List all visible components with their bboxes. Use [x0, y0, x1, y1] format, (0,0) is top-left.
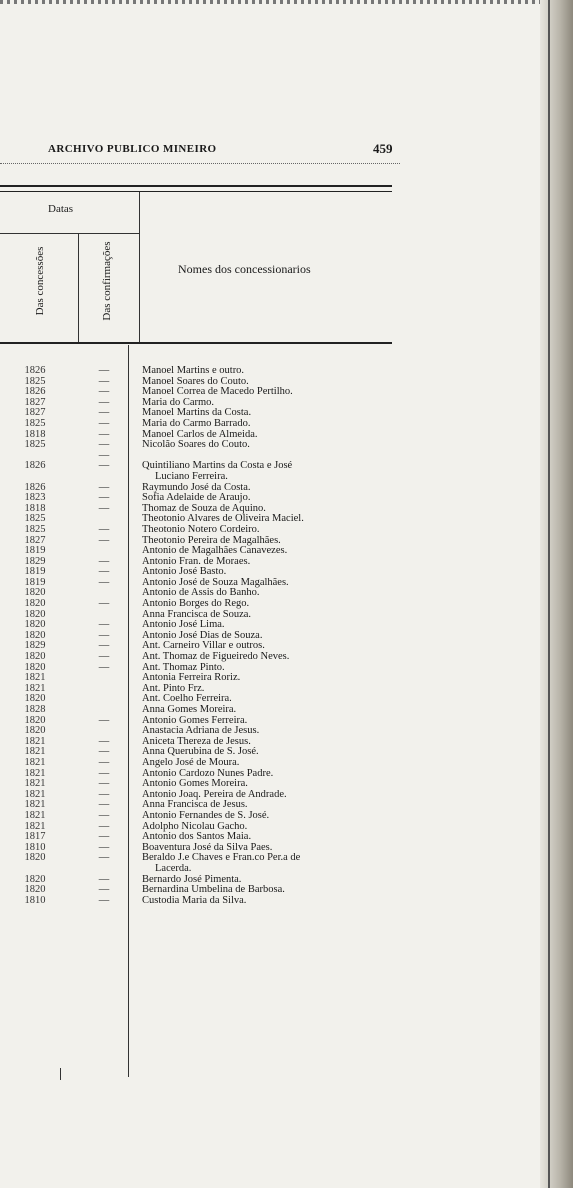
confirmation-mark: —: [98, 873, 110, 885]
concession-year: 1818: [24, 428, 46, 440]
confirmation-mark: —: [98, 799, 110, 811]
concession-year: 1829: [24, 640, 46, 652]
concessionaire-name: Theotonio Notero Cordeiro.: [142, 523, 260, 535]
confirmation-mark: —: [98, 375, 110, 387]
concessionaire-name: Antonio Gomes Moreira.: [142, 778, 248, 790]
confirmation-mark: —: [98, 523, 110, 535]
confirmation-mark: —: [98, 735, 110, 747]
concessionaire-name: Manoel Carlos de Almeida.: [142, 428, 258, 440]
concession-year: 1820: [24, 693, 46, 705]
confirmation-mark: —: [98, 852, 110, 864]
concessionaire-name: Boaventura José da Silva Paes.: [142, 841, 273, 853]
confirmation-mark: —: [98, 492, 110, 504]
page-number: 459: [373, 141, 393, 156]
confirmation-mark: —: [98, 629, 110, 641]
concessionaire-name: Anna Querubina de S. José.: [142, 746, 259, 758]
concessionaire-name: Nicolão Soares do Couto.: [142, 439, 250, 451]
concession-year: 1821: [24, 746, 46, 758]
confirmation-mark: —: [98, 417, 110, 429]
confirmation-mark: —: [98, 820, 110, 832]
confirmation-mark: —: [98, 365, 110, 376]
concessionaire-name: Manoel Martins e outro.: [142, 365, 245, 376]
concessionaire-name: Maria do Carmo Barrado.: [142, 417, 251, 429]
concession-year: 1820: [24, 629, 46, 641]
concessionaire-name: Bernardina Umbelina de Barbosa.: [142, 884, 285, 896]
concessionaire-name: Bernardo José Pimenta.: [142, 873, 242, 885]
table-row: [0, 705, 400, 716]
concession-year: 1826: [24, 481, 46, 493]
concessionaire-name: Antonio José Dias de Souza.: [142, 629, 263, 641]
header-bottom-rule: [0, 342, 392, 344]
concessionaire-name: Raymundo José da Costa.: [142, 481, 251, 493]
confirmation-mark: —: [98, 788, 110, 800]
concession-year: 1819: [24, 566, 46, 578]
concessionaire-name: Anna Francisca de Souza.: [142, 608, 252, 620]
concessionaire-name: Anna Francisca de Jesus.: [142, 799, 248, 811]
page-edge-shadow: [540, 0, 573, 1188]
table-row: [0, 853, 400, 874]
table-row: [0, 419, 400, 430]
concessionaire-name: Ant. Carneiro Villar e outros.: [142, 640, 265, 652]
concessionaire-name: Antonio José Lima.: [142, 619, 225, 631]
datas-underline: [0, 233, 139, 234]
concessionaire-name: Ant. Coelho Ferreira.: [142, 693, 232, 705]
col-concessoes-label: Das concessões: [34, 246, 46, 316]
concession-year: 1820: [24, 608, 46, 620]
concessionaire-name: Ant. Thomaz Pinto.: [142, 661, 225, 673]
concessionaire-name: Antonio Borges do Rego.: [142, 598, 250, 610]
confirmation-mark: —: [98, 778, 110, 790]
table-top-rule-thin: [0, 191, 392, 192]
concession-year: 1820: [24, 651, 46, 663]
concessionaire-name: Antonio Gomes Ferreira.: [142, 714, 248, 726]
concession-year: 1827: [24, 407, 46, 419]
datas-group-label: Datas: [48, 203, 74, 215]
confirmation-mark: —: [98, 809, 110, 821]
concessionaire-name: Sofia Adelaide de Araujo.: [142, 492, 251, 504]
concessionaire-name: Aniceta Thereza de Jesus.: [142, 735, 251, 747]
concession-year: 1821: [24, 788, 46, 800]
confirmation-mark: —: [98, 894, 110, 906]
confirmation-mark: —: [98, 841, 110, 853]
concession-year: 1829: [24, 555, 46, 567]
table-row: [0, 366, 400, 377]
table-row: [0, 758, 400, 769]
concessionaire-name: Anastacia Adriana de Jesus.: [142, 725, 260, 737]
confirmation-mark: —: [98, 407, 110, 419]
confirmation-mark: —: [98, 534, 110, 546]
table-row: [0, 811, 400, 822]
concession-year: 1810: [24, 894, 46, 906]
body-divider-tail: [60, 1068, 61, 1080]
concessionaire-name: Anna Gomes Moreira.: [142, 704, 237, 715]
confirmation-mark: —: [98, 746, 110, 758]
concession-year: 1820: [24, 598, 46, 610]
concession-year: 1821: [24, 809, 46, 821]
concessionaire-name: Beraldo J.e Chaves e Fran.co Per.a de: [142, 852, 301, 864]
confirmation-mark: —: [98, 449, 110, 461]
concessionaire-name: Antonio Fernandes de S. José.: [142, 809, 270, 821]
running-title: ARCHIVO PUBLICO MINEIRO: [48, 143, 217, 155]
confirmation-mark: —: [98, 396, 110, 408]
page-edge-line: [548, 0, 550, 1188]
concession-year: 1828: [24, 704, 46, 715]
concessionaire-name-continued: Luciano Ferreira.: [155, 470, 228, 482]
col-nomes-label: Nomes dos concessionarios: [178, 262, 311, 276]
col-confirmacoes-label: Das confirmações: [101, 241, 113, 321]
confirmation-mark: —: [98, 651, 110, 663]
concessionaire-name: Theotonio Alvares de Oliveira Maciel.: [142, 513, 304, 525]
confirmation-mark: —: [98, 598, 110, 610]
confirmation-mark: —: [98, 576, 110, 588]
concession-year: 1823: [24, 492, 46, 504]
concessionaire-name: Quintiliano Martins da Costa e José: [142, 460, 293, 472]
concessionaire-name: Theotonio Pereira de Magalhães.: [142, 534, 281, 546]
concession-year: 1817: [24, 831, 46, 843]
confirmation-mark: —: [98, 386, 110, 398]
concession-year: 1826: [24, 460, 46, 472]
concession-year: 1825: [24, 439, 46, 451]
confirmation-mark: —: [98, 428, 110, 440]
confirmation-mark: —: [98, 619, 110, 631]
table-top-rule: [0, 185, 392, 187]
concession-year: 1820: [24, 852, 46, 864]
concession-year: 1827: [24, 534, 46, 546]
concession-year: 1819: [24, 576, 46, 588]
concession-year: 1825: [24, 513, 46, 525]
concession-year: 1820: [24, 587, 46, 599]
concession-year: 1818: [24, 502, 46, 514]
concession-year: 1821: [24, 799, 46, 811]
confirmation-mark: —: [98, 714, 110, 726]
concession-year: 1825: [24, 375, 46, 387]
confirmation-mark: —: [98, 661, 110, 673]
concession-year: 1820: [24, 873, 46, 885]
table-row: [0, 461, 400, 482]
concession-year: 1827: [24, 396, 46, 408]
concessionaire-name: Thomaz de Souza de Aquino.: [142, 502, 266, 514]
concessionaire-name: Custodia Maria da Silva.: [142, 894, 247, 906]
concessionaire-name: Antonio José de Souza Magalhães.: [142, 576, 289, 588]
concessionaire-name: Antonio de Magalhães Canavezes.: [142, 545, 288, 557]
table-body: [0, 366, 400, 906]
table-row: [0, 896, 400, 907]
concession-year: 1821: [24, 767, 46, 779]
confirmation-mark: —: [98, 481, 110, 493]
confirmation-mark: —: [98, 640, 110, 652]
table-row: [0, 440, 400, 451]
concessionaire-name: Antonio dos Santos Maia.: [142, 831, 252, 843]
confirmation-mark: —: [98, 831, 110, 843]
concessionaire-name: Manoel Correa de Macedo Pertilho.: [142, 386, 293, 398]
confirmation-mark: —: [98, 756, 110, 768]
concessionaire-name: Antonia Ferreira Roriz.: [142, 672, 241, 684]
column-divider-names: [139, 192, 140, 342]
concession-year: 1820: [24, 884, 46, 896]
concession-year: 1821: [24, 672, 46, 684]
concessionaire-name: Manoel Soares do Couto.: [142, 375, 249, 387]
concession-year: 1820: [24, 661, 46, 673]
column-divider-dates: [78, 234, 79, 342]
concessionaire-name: Ant. Pinto Frz.: [142, 682, 205, 694]
concessionaire-name: Adolpho Nicolau Gacho.: [142, 820, 248, 832]
top-edge-marks: [0, 0, 560, 4]
concessionaire-name: Ant. Thomaz de Figueiredo Neves.: [142, 651, 290, 663]
confirmation-mark: —: [98, 502, 110, 514]
concession-year: 1821: [24, 682, 46, 694]
concession-year: 1825: [24, 417, 46, 429]
confirmation-mark: —: [98, 460, 110, 472]
confirmation-mark: —: [98, 439, 110, 451]
concessionaire-name: Manoel Martins da Costa.: [142, 407, 252, 419]
confirmation-mark: —: [98, 884, 110, 896]
concession-year: 1810: [24, 841, 46, 853]
header-rule: [0, 163, 400, 164]
table-row: [0, 525, 400, 536]
concession-year: 1819: [24, 545, 46, 557]
concession-year: 1821: [24, 756, 46, 768]
concession-year: 1825: [24, 523, 46, 535]
concessionaire-name: Angelo José de Moura.: [142, 756, 240, 768]
concessionaire-name-continued: Lacerda.: [155, 862, 192, 874]
concession-year: 1826: [24, 365, 46, 376]
concession-year: 1820: [24, 619, 46, 631]
confirmation-mark: —: [98, 555, 110, 567]
concessionaire-name: Maria do Carmo.: [142, 396, 215, 408]
concessionaire-name: Antonio Joaq. Pereira de Andrade.: [142, 788, 287, 800]
concession-year: 1821: [24, 778, 46, 790]
confirmation-mark: —: [98, 566, 110, 578]
concession-year: 1826: [24, 386, 46, 398]
concession-year: 1821: [24, 820, 46, 832]
concessionaire-name: Antonio José Basto.: [142, 566, 227, 578]
concessionaire-name: Antonio Cardozo Nunes Padre.: [142, 767, 274, 779]
concessionaire-name: Antonio Fran. de Moraes.: [142, 555, 251, 567]
confirmation-mark: —: [98, 767, 110, 779]
concession-year: 1820: [24, 725, 46, 737]
concession-year: 1820: [24, 714, 46, 726]
concessionaire-name: Antonio de Assis do Banho.: [142, 587, 260, 599]
concession-year: 1821: [24, 735, 46, 747]
